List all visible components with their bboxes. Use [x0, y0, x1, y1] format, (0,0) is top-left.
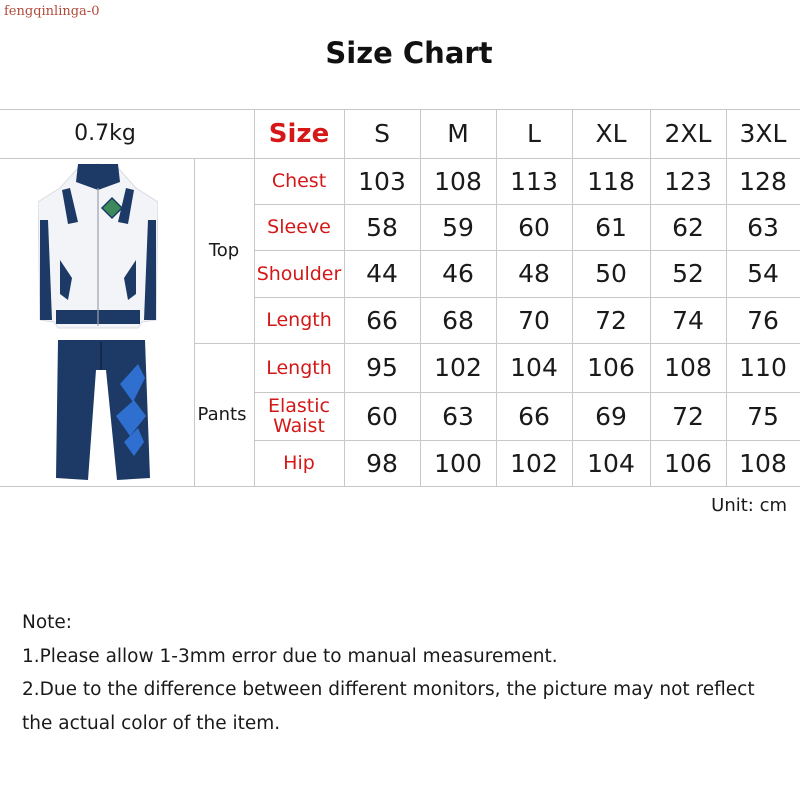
table-cell: 60	[518, 212, 550, 242]
table-cell: 44	[366, 259, 398, 288]
table-cell: 72	[672, 401, 704, 431]
table-cell: 104	[510, 353, 558, 382]
table-cell: 113	[510, 166, 558, 196]
table-cell: 106	[587, 353, 635, 382]
pants-image	[56, 340, 150, 480]
table-cell: 62	[672, 212, 704, 242]
table-cell: 72	[595, 305, 627, 335]
watermark: fengqinlinga-0	[4, 4, 100, 19]
page-title: Size Chart	[325, 36, 493, 70]
table-cell: 100	[434, 448, 482, 478]
table-cell: 69	[595, 401, 627, 431]
table-cell: 46	[442, 259, 474, 288]
table-cell: 59	[442, 212, 474, 242]
table-cell: 108	[434, 166, 482, 196]
table-cell: 68	[442, 305, 474, 335]
group-pants: Pants	[197, 404, 247, 425]
table-cell: 63	[442, 401, 474, 431]
table-cell: 103	[358, 166, 406, 196]
table-cell: 102	[510, 448, 558, 478]
table-cell: 106	[664, 448, 712, 478]
table-cell: 128	[739, 166, 787, 196]
table-cell: 66	[518, 401, 550, 431]
tracksuit-illustration	[38, 160, 158, 482]
jacket-image	[38, 164, 158, 328]
note-line-3: the actual color of the item.	[22, 712, 281, 734]
table-cell: 52	[672, 259, 704, 288]
table-cell: 98	[366, 448, 398, 478]
row-label: Chest	[271, 170, 327, 192]
table-cell: 48	[518, 259, 550, 288]
row-label: Shoulder	[256, 262, 342, 285]
table-cell: 70	[518, 305, 550, 335]
table-cell: 58	[366, 212, 398, 242]
table-cell: 108	[664, 353, 712, 382]
table-hline	[0, 486, 800, 487]
table-cell: 63	[747, 212, 779, 242]
table-cell: 76	[747, 305, 779, 335]
notes-heading: Note:	[22, 612, 73, 633]
unit-label: Unit: cm	[711, 495, 787, 516]
table-cell: 123	[664, 166, 712, 196]
table-cell: 110	[739, 353, 787, 382]
table-cell: 108	[739, 448, 787, 478]
row-label: Elastic Waist	[267, 395, 330, 437]
size-col-header: 2XL	[664, 119, 712, 148]
table-cell: 74	[672, 305, 704, 335]
row-label: Sleeve	[267, 216, 331, 238]
size-col-header: L	[527, 119, 541, 148]
size-col-header: 3XL	[739, 119, 787, 148]
table-cell: 104	[587, 448, 635, 478]
table-cell: 75	[747, 401, 779, 431]
note-line-1: 1.Please allow 1-3mm error due to manual measurement.	[22, 645, 558, 667]
table-cell: 66	[366, 305, 398, 335]
row-label: Hip	[283, 452, 315, 474]
notes	[22, 606, 755, 740]
note-line-2: 2.Due to the difference between different monitors, the picture may not reflect	[22, 679, 755, 700]
table-cell: 95	[366, 353, 398, 382]
size-col-header: M	[447, 119, 469, 148]
table-cell: 60	[366, 401, 398, 431]
table-cell: 118	[587, 166, 635, 196]
size-col-header: S	[374, 119, 390, 148]
table-cell: 50	[595, 259, 627, 288]
size-header: Size	[268, 118, 330, 149]
group-top: Top	[208, 240, 240, 261]
weight-label: 0.7kg	[74, 121, 136, 146]
table-cell: 54	[747, 259, 779, 288]
table-cell: 61	[595, 212, 627, 242]
row-label: Length	[266, 356, 332, 379]
row-label: Length	[266, 309, 332, 331]
size-col-header: XL	[595, 119, 627, 148]
table-cell: 102	[434, 353, 482, 382]
